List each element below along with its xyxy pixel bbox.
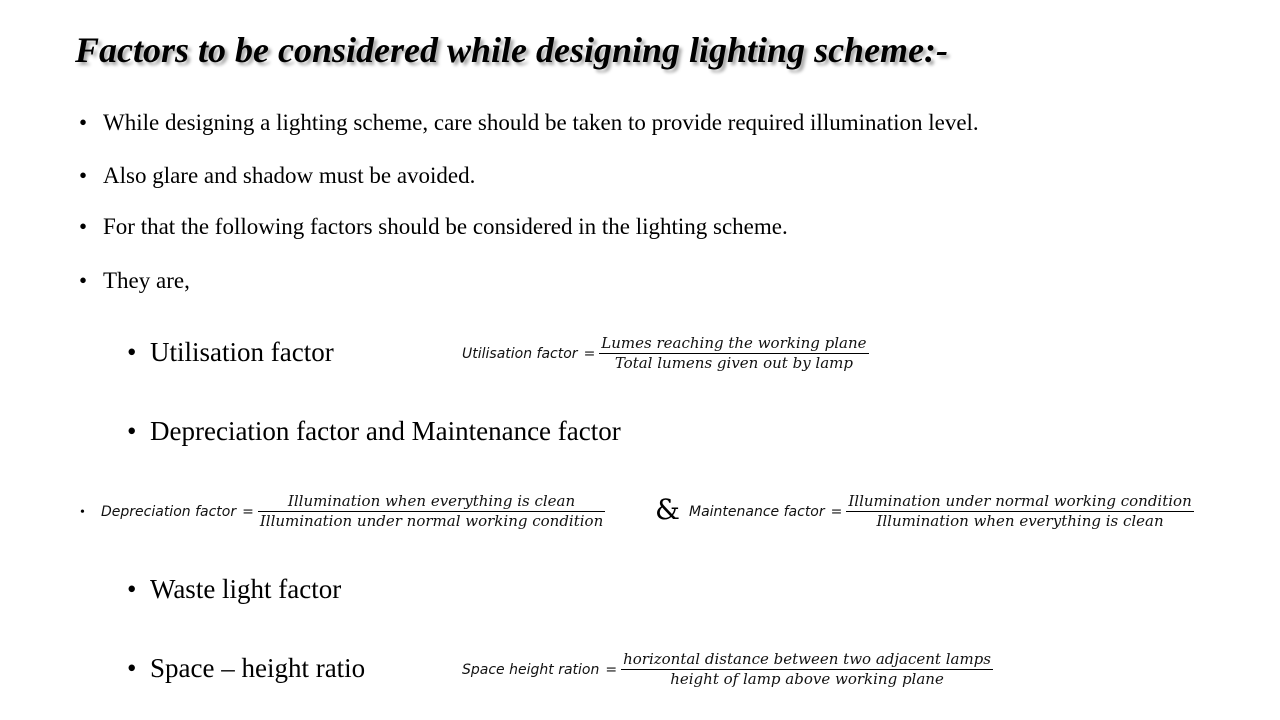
bullet-text: They are, <box>103 268 190 293</box>
formula-lhs: Space height ration <box>462 661 600 678</box>
formula-lhs: Maintenance factor <box>689 503 825 520</box>
bullet-text: Also glare and shadow must be avoided. <box>103 163 476 188</box>
bullet-dot-icon: • <box>79 110 88 135</box>
formula-fraction <box>846 492 1193 531</box>
factor-text: Space – height ratio <box>150 653 366 683</box>
formula-numerator: Illumination under normal working condition <box>848 492 1192 510</box>
depreciation-factor-formula <box>101 492 605 531</box>
formula-numerator: Lumes reaching the working plane <box>601 334 867 352</box>
formula-equals: = <box>242 503 254 520</box>
formula-denominator: Total lumens given out by lamp <box>614 354 853 372</box>
bullet-dot-icon: • <box>79 268 88 293</box>
formula-denominator: Illumination when everything is clean <box>876 512 1164 530</box>
factor-text: Utilisation factor <box>150 337 334 367</box>
space-height-ratio-formula <box>462 650 993 689</box>
formula-denominator: height of lamp above working plane <box>670 670 944 688</box>
bullet-text: For that the following factors should be considered in the lighting scheme. <box>103 214 788 239</box>
bullet-dot-icon: • <box>127 337 137 367</box>
formula-numerator: Illumination when everything is clean <box>287 492 576 510</box>
utilisation-factor-formula <box>462 334 869 373</box>
formula-equals: = <box>830 503 843 520</box>
bullet-dot-icon: • <box>79 214 88 239</box>
maintenance-factor-formula <box>689 492 1194 531</box>
formula-fraction <box>621 650 993 689</box>
bullet-dot-icon: • <box>79 163 88 188</box>
formula-fraction <box>599 334 868 373</box>
factor-item-space-height <box>127 651 365 685</box>
bullet-dot-icon: • <box>80 505 85 520</box>
factor-text: Waste light factor <box>150 574 342 604</box>
bullet-item <box>79 212 788 242</box>
formula-denominator: Illumination under normal working condition <box>259 512 604 530</box>
bullet-dot-icon: • <box>127 416 137 446</box>
factor-item-depreciation-maintenance <box>127 414 621 448</box>
bullet-item <box>79 161 475 191</box>
slide-title: Factors to be considered while designing lighting scheme:- <box>75 30 949 70</box>
factor-item-utilisation <box>127 335 334 369</box>
bullet-dot-icon: • <box>127 653 137 683</box>
factor-text: Depreciation factor and Maintenance factor <box>150 416 621 446</box>
formula-numerator: horizontal distance between two adjacent lamps <box>623 650 991 668</box>
bullet-text: While designing a lighting scheme, care should be taken to provide required illumination level. <box>103 110 979 135</box>
ampersand-symbol: & <box>655 493 680 526</box>
bullet-dot-icon: • <box>127 574 137 604</box>
formula-equals: = <box>605 661 618 678</box>
bullet-item <box>79 266 190 296</box>
formula-lhs: Utilisation factor <box>462 345 578 362</box>
bullet-item <box>79 108 979 138</box>
formula-lhs: Depreciation factor <box>101 503 237 520</box>
factor-item-waste-light <box>127 572 341 606</box>
formula-fraction <box>258 492 605 531</box>
formula-equals: = <box>583 345 596 362</box>
